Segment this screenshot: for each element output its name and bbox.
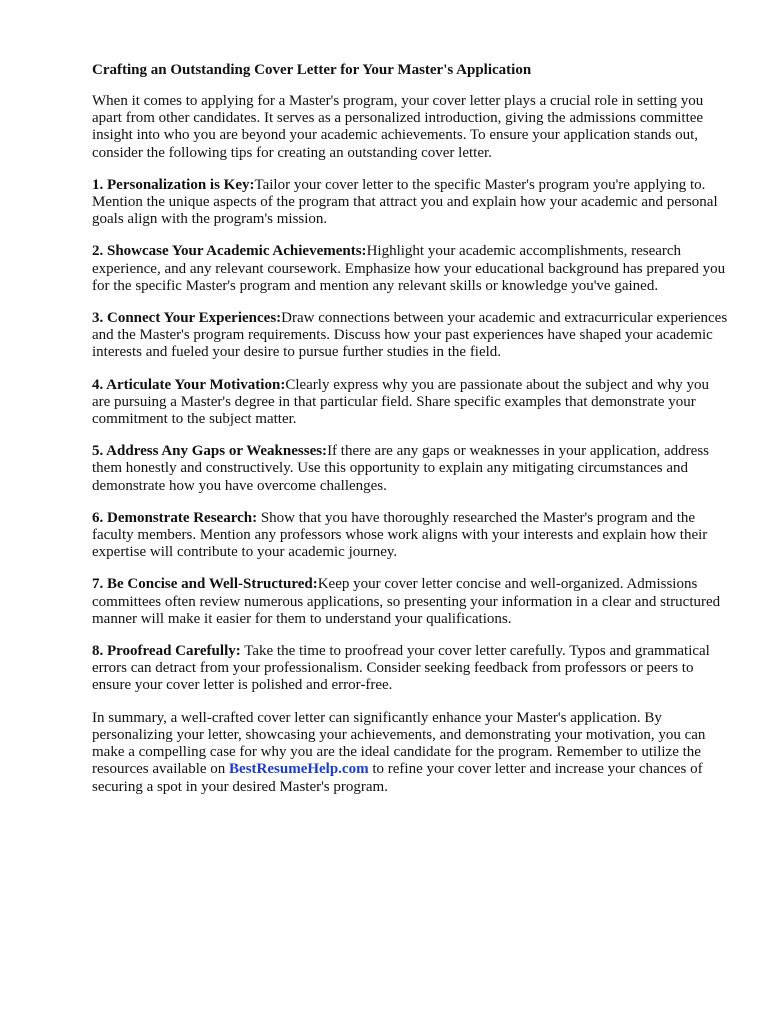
tip-paragraph-7 [92, 576, 728, 628]
tip-paragraph-3 [92, 310, 728, 362]
tip-heading: 3. Connect Your Experiences: [92, 310, 282, 327]
tip-paragraph-4 [92, 377, 728, 429]
tip-text: Clearly express why you are passionate about the subject and why you are pursuing a Master's degree in that particular field. Share specific examples that demonstrate your commitment to the subject matter. [92, 376, 709, 428]
summary-text-after-link: to refine your cover letter and increase your chances of securing a spot in your desired Master's program. [92, 761, 703, 795]
tip-text: Tailor your cover letter to the specific Master's program you're applying to. Mention the unique aspects of the program that attract you and explain how your academic and personal goals align with the program's mission. [92, 176, 718, 228]
tip-paragraph-5 [92, 443, 728, 495]
tip-paragraph-1 [92, 177, 728, 229]
tip-text: Show that you have thoroughly researched the Master's program and the faculty members. Mention any professors whose work aligns with your interests and explain how their expertise will contribute to your academic journey. [92, 509, 708, 561]
bestresumehelp-link[interactable]: BestResumeHelp.com [229, 761, 369, 778]
tip-text: Take the time to proofread your cover letter carefully. Typos and grammatical errors can detract from your professionalism. Consider seeking feedback from professors or peers to ensure your cover letter is polished and error-free. [92, 643, 710, 694]
tip-heading: 4. Articulate Your Motivation: [92, 376, 286, 393]
tip-text: Keep your cover letter concise and well-organized. Admissions committees often review numerous applications, so presenting your information in a clear and structured manner will make it easier for them to understand your qualifications. [92, 576, 721, 627]
document-page [92, 60, 728, 811]
summary-paragraph [92, 710, 728, 796]
tip-heading: 5. Address Any Gaps or Weaknesses: [92, 443, 328, 460]
tip-paragraph-2 [92, 243, 728, 295]
tip-heading: 7. Be Concise and Well-Structured: [92, 576, 318, 593]
intro-paragraph: When it comes to applying for a Master's program, your cover letter plays a crucial role in setting you apart from other candidates. It serves as a personalized introduction, giving the admissions committee insight into who you are beyond your academic achievements. To ensure your application stands out, consider the following tips for creating an outstanding cover letter. [92, 93, 704, 161]
tip-text: Highlight your academic accomplishments, research experience, and any relevant coursework. Emphasize how your educational background has prepared you for the specific Master's program and mention any relevant skills or knowledge you've gained. [92, 243, 726, 294]
tip-heading: 1. Personalization is Key: [92, 176, 255, 193]
tip-heading: 8. Proofread Carefully: [92, 643, 241, 660]
document-title: Crafting an Outstanding Cover Letter for Your Master's Application [92, 62, 532, 78]
summary-text-before-link: In summary, a well-crafted cover letter can significantly enhance your Master's application. By personalizing your letter, showcasing your achievements, and demonstrating your motivation, you can make a compelling case for why you are the ideal candidate for the program. Remember to utilize the resources available on [92, 709, 706, 778]
tip-text: Draw connections between your academic and extracurricular experiences and the Master's program requirements. Discuss how your past experiences have shaped your academic interests and fueled your desire to pursue further studies in the field. [92, 310, 728, 361]
tip-heading: 2. Showcase Your Academic Achievements: [92, 243, 367, 260]
tip-heading: 6. Demonstrate Research: [92, 509, 258, 526]
tip-text: If there are any gaps or weaknesses in your application, address them honestly and constructively. Use this opportunity to explain any mitigating circumstances and demonstrate how you have overcome challenges. [92, 443, 710, 494]
tip-paragraph-6 [92, 510, 728, 562]
tip-paragraph-8 [92, 643, 728, 695]
